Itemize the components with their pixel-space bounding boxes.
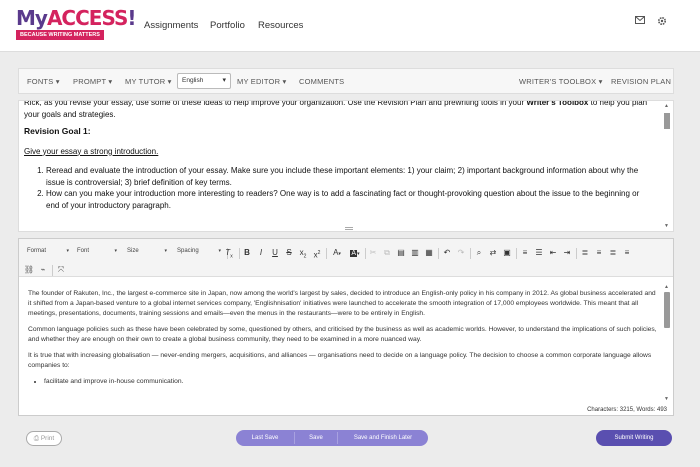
- scroll-down-icon[interactable]: ▼: [664, 223, 669, 229]
- unlink-icon[interactable]: ⌁: [40, 265, 46, 274]
- bulleted-list-icon[interactable]: ☰: [535, 248, 543, 257]
- paste-word-icon[interactable]: ▦: [425, 248, 433, 257]
- bold-icon[interactable]: B: [244, 248, 250, 257]
- align-justify-icon[interactable]: ≡: [624, 248, 630, 257]
- editor-toolbar: [19, 239, 673, 277]
- revision-plan-content: [24, 100, 654, 211]
- chevron-down-icon: ▾: [222, 77, 226, 84]
- toolbar-divider: [516, 248, 517, 259]
- align-right-icon[interactable]: ≣: [609, 248, 617, 257]
- menu-revision-plan[interactable]: REVISION PLAN: [611, 77, 672, 86]
- cut-icon[interactable]: ✂: [369, 248, 377, 257]
- myaccess-logo[interactable]: [16, 6, 136, 42]
- logo-tagline: BECAUSE WRITING MATTERS: [16, 30, 104, 40]
- last-save-button[interactable]: Last Save: [251, 435, 279, 441]
- superscript-icon[interactable]: $x^2$: [313, 250, 321, 260]
- essay-editor: [18, 238, 674, 416]
- scroll-up-icon[interactable]: ▲: [664, 103, 669, 109]
- align-center-icon[interactable]: ≡: [596, 248, 602, 257]
- revision-plan-panel: [18, 100, 674, 232]
- size-select[interactable]: Size ▾: [127, 248, 167, 254]
- scroll-up-icon[interactable]: ▲: [664, 284, 669, 290]
- gear-icon[interactable]: [656, 16, 668, 28]
- link-icon[interactable]: ⛓: [23, 265, 35, 274]
- save-finish-later-button[interactable]: Save and Finish Later: [353, 435, 413, 441]
- language-select[interactable]: English ▾: [177, 73, 231, 89]
- chevron-down-icon: ▾: [218, 248, 221, 254]
- paste-icon[interactable]: ▤: [397, 248, 405, 257]
- select-all-icon[interactable]: ▣: [503, 248, 511, 257]
- logo-wordmark: MyACCESS!: [16, 6, 136, 30]
- plan-scrollbar[interactable]: [663, 103, 671, 229]
- text-color-icon[interactable]: A▾: [333, 248, 341, 257]
- scroll-thumb[interactable]: [664, 292, 670, 328]
- editor-menubar: [18, 68, 674, 94]
- outdent-icon[interactable]: ⇤: [549, 248, 557, 257]
- highlight-color-icon[interactable]: A▾: [351, 250, 360, 257]
- replace-icon[interactable]: ⇄: [489, 248, 497, 257]
- toolbar-divider: [52, 265, 53, 276]
- numbered-list-icon[interactable]: ≡: [522, 248, 528, 257]
- nav-portfolio[interactable]: Portfolio: [210, 20, 245, 31]
- indent-icon[interactable]: ⇥: [563, 248, 571, 257]
- goal-subtitle: Give your essay a strong introduction.: [24, 146, 159, 156]
- menu-comments[interactable]: COMMENTS: [299, 77, 345, 86]
- toolbar-divider: [365, 248, 366, 259]
- resize-handle[interactable]: [345, 227, 353, 230]
- essay-bullet-list: [28, 377, 658, 387]
- editor-scrollbar[interactable]: [663, 284, 671, 402]
- chevron-down-icon: ▾: [114, 248, 117, 254]
- paste-text-icon[interactable]: ▥: [411, 248, 419, 257]
- redo-icon[interactable]: ↷: [457, 248, 465, 257]
- scroll-thumb[interactable]: [664, 113, 670, 129]
- save-button-group: [236, 430, 428, 446]
- menu-fonts[interactable]: FONTS ▾: [27, 77, 60, 86]
- mail-icon[interactable]: [634, 16, 646, 28]
- toolbar-divider: [326, 248, 327, 259]
- copy-icon[interactable]: ⧉: [384, 248, 390, 257]
- chevron-down-icon: ▾: [66, 248, 69, 254]
- submit-writing-button[interactable]: Submit Writing: [596, 430, 672, 446]
- find-icon[interactable]: ⌕: [476, 248, 482, 257]
- underline-icon[interactable]: U: [272, 248, 278, 257]
- goal-title: Revision Goal 1:: [24, 126, 91, 136]
- goal-steps: [24, 165, 654, 211]
- essay-paragraph: The founder of Rakuten, Inc., the largest e-commerce site in Japan, now among the world's largest by sales, decided to introduce an English-only policy in his company in 2012. As global business accelerated and it shifted from a Japan-based venture to a global internet services company, 'Englishnisation' initiatives were launched to accelerate the smooth integration of 17,000 employees worldwide. This meant that all meetings, presentations, documents, training sessions and emails—even the menus in the restaurants—were to be entirely in English.: [28, 290, 656, 317]
- strikethrough-icon[interactable]: S: [286, 248, 292, 257]
- subscript-icon[interactable]: $x_2$: [299, 248, 307, 260]
- save-button[interactable]: Save: [309, 435, 323, 441]
- top-header: [0, 0, 700, 52]
- clear-format-icon[interactable]: $T_x$: [225, 248, 233, 260]
- plan-intro: Rick, as you revise your essay, use some of these ideas to help improve your organization. Use the Revision Plan and prewriting tools in your Writer's Toolbox to help you plan your goals and strategies.: [24, 100, 648, 119]
- print-button[interactable]: ⎙ Print: [26, 431, 62, 446]
- goal-step: 1. Reread and evaluate the introduction of your essay. Make sure you include these important elements: 1) your claim; 2) important background information about why the issue is controversial; 3) brief definition of key terms.: [46, 165, 654, 188]
- essay-paragraph: It is true that with increasing globalisation — never-ending mergers, acquisitions, and alliances — organisations need to decide on a language policy. The decision to choose a common corporate language allows companies to:: [28, 352, 652, 369]
- undo-icon[interactable]: ↶: [443, 248, 451, 257]
- font-select[interactable]: Font ▾: [77, 248, 117, 254]
- toolbar-divider: [438, 248, 439, 259]
- toolbar-divider: [576, 248, 577, 259]
- spacing-select[interactable]: Spacing ▾: [177, 248, 221, 254]
- nav-resources[interactable]: Resources: [258, 20, 304, 31]
- menu-my-tutor[interactable]: MY TUTOR ▾: [125, 77, 172, 86]
- align-left-icon[interactable]: ≣: [581, 248, 589, 257]
- essay-paragraph: Common language policies such as these have been celebrated by some, questioned by others, and criticised by the business as well as academic worlds. However, to understand the implications of such policies, and whether they are enough on their own to create a global business community, they need to be examined in a more nuanced way.: [28, 326, 657, 343]
- essay-content[interactable]: [28, 289, 658, 387]
- menu-prompt[interactable]: PROMPT ▾: [73, 77, 113, 86]
- goal-step: 2. How can you make your introduction more interesting to readers? One way is to add a fascinating fact or thought-provoking question about the issue to the beginning or end of your introductory paragraph.: [46, 188, 654, 211]
- toolbar-divider: [470, 248, 471, 259]
- word-count: Characters: 3215, Words: 493: [587, 407, 667, 413]
- format-select[interactable]: Format ▾: [27, 248, 69, 254]
- nav-assignments[interactable]: Assignments: [144, 20, 199, 31]
- print-icon: ⎙: [33, 435, 41, 442]
- chevron-down-icon: ▾: [164, 248, 167, 254]
- toolbar-divider: [239, 248, 240, 259]
- fullscreen-icon[interactable]: ⤧: [57, 265, 65, 274]
- italic-icon[interactable]: I: [259, 248, 263, 257]
- menu-writers-toolbox[interactable]: WRITER'S TOOLBOX ▾: [519, 77, 603, 86]
- essay-bullet: • facilitate and improve in-house communication.: [44, 377, 658, 387]
- scroll-down-icon[interactable]: ▼: [664, 396, 669, 402]
- menu-my-editor[interactable]: MY EDITOR ▾: [237, 77, 287, 86]
